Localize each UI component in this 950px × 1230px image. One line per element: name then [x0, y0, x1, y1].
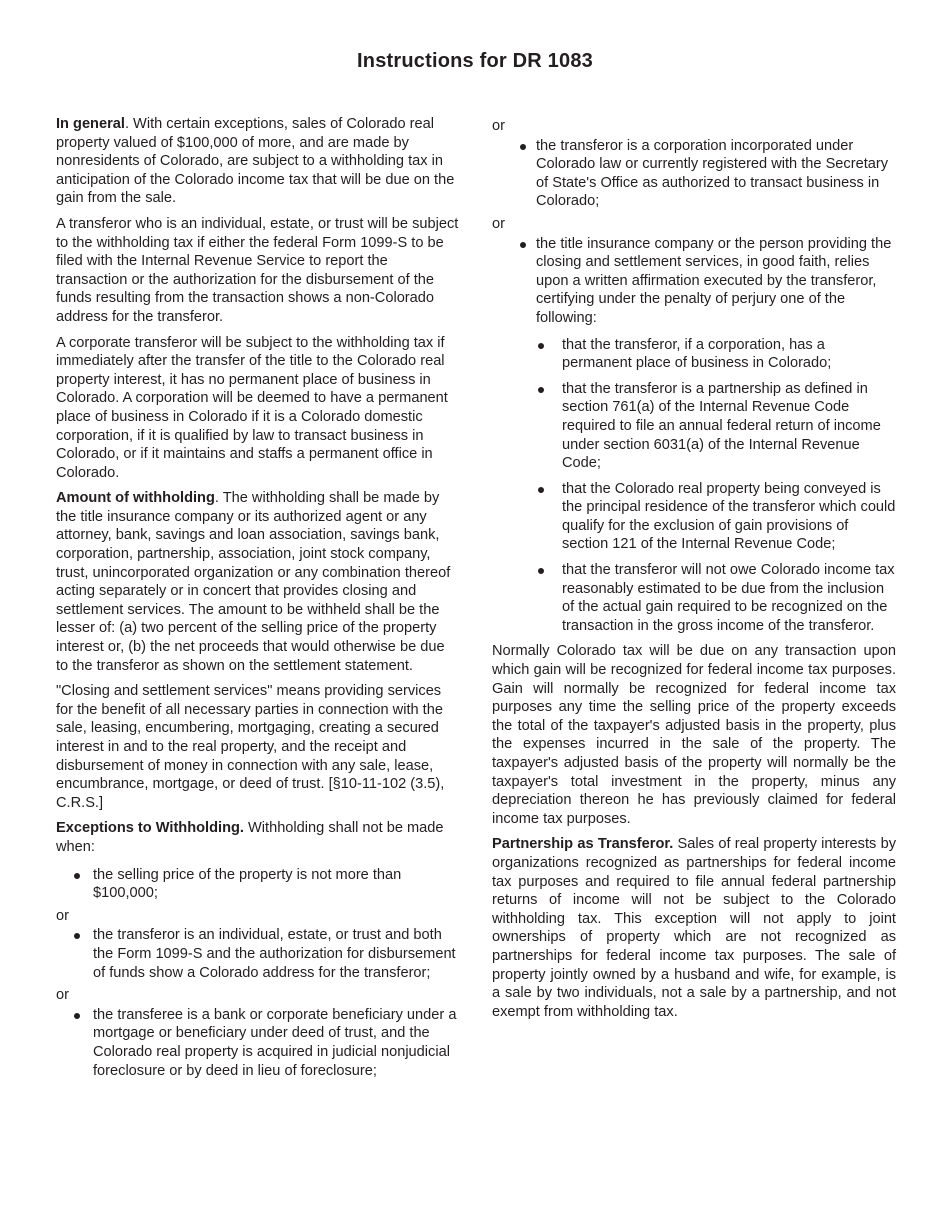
or-separator: or: [492, 118, 505, 134]
bullet-text: the title insurance company or the person providing the closing and settlement services, in good faith, relies upon a written affirmation executed by the transferor, certifying under the penalty of perjury one of the following:: [536, 235, 892, 326]
bullet-icon: [74, 873, 80, 879]
normally-taxable-paragraph: Normally Colorado tax will be due on any transaction upon which gain will be recognized for federal income tax purposes. Gain will normally be recognized for federal income tax purposes any time the selling price of the property exceeds the total of the taxpayer's adjusted basis in the property, plus the expenses incurred in the sale of the property. The taxpayer's adjusted basis of the property will normally be the taxpayer's total investment in the property, minus any depreciation thereon he has previously claimed for federal income tax purposes.: [492, 643, 896, 827]
or-separator: or: [56, 907, 69, 924]
right-column: [492, 117, 896, 1028]
page-title: Instructions for DR 1083: [357, 50, 593, 72]
exception-bullet-affirmation: [492, 235, 896, 328]
individual-transferor-paragraph: A transferor who is an individual, estate, or trust will be subject to the withholding tax if either the federal Form 1099-S to be filed with the Internal Revenue Service to report the transaction or the authorization for the disbursement of the funds resulting from the transaction shows a non-Colorado address for the transferor.: [56, 215, 459, 325]
closing-settlement-paragraph: "Closing and settlement services" means providing services for the benefit of all necessary parties in connection with the sale, leasing, encumbering, mortgaging, creating a secured interest in and to the real property, and the receipt and disbursement of money in connection with any sale, lease, encumbrance, mortgage, or deed of trust. [§10-11-102 (3.5), C.R.S.]: [56, 683, 445, 811]
bullet-icon: [538, 487, 544, 493]
bullet-text: the selling price of the property is not more than $100,000;: [93, 866, 402, 902]
in-general-heading: In general: [56, 116, 125, 132]
exceptions-paragraph: [56, 819, 460, 856]
affirmation-sub-bullet-corporation: [492, 336, 896, 373]
bullet-text: the transferor is a corporation incorporated under Colorado law or currently registered with the Secretary of State's Office as authorized to transact business in Colorado;: [536, 137, 889, 210]
bullet-icon: [520, 144, 526, 150]
partnership-heading: Partnership as Transferor.: [492, 836, 674, 853]
exception-bullet-selling-price: [56, 866, 460, 903]
exception-bullet-individual: [56, 926, 460, 982]
bullet-text: that the transferor is a partnership as defined in section 761(a) of the Internal Revenue Code required to file an annual federal return of income under section 6031(a) of the Internal Revenue Code;: [562, 380, 881, 472]
left-column: [56, 115, 460, 1084]
bullet-icon: [74, 933, 80, 939]
exception-bullet-foreclosure: [56, 1006, 460, 1080]
amount-of-withholding-heading: Amount of withholding: [56, 490, 215, 507]
bullet-text: the transferor is an individual, estate, or trust and both the Form 1099-S and the authorization for disbursement of funds show a Colorado address for the transferor;: [93, 927, 456, 981]
in-general-text: . With certain exceptions, sales of Colorado real property valued of $100,000 of more, and are made by nonresidents of Colorado, are subject to a withholding tax in anticipation of the Colorado income tax that will be due on the gain from the sale.: [56, 116, 455, 207]
affirmation-sub-bullet-partnership: [492, 380, 896, 473]
or-separator: or: [56, 987, 69, 1004]
corporate-transferor-paragraph: A corporate transferor will be subject to the withholding tax if immediately after the transfer of the title to the Colorado real property interest, it has no permanent place of business in Colorado. A corporation will be deemed to have a permanent place of business in Colorado if it is a Colorado domestic corporation, if it is qualified by law to transact business in Colorado, or if it maintains and staffs a permanent office in Colorado.: [56, 334, 448, 481]
partnership-text: Sales of real property interests by organizations recognized as partnerships for federal income tax purposes and required to file annual federal partnership returns of income will not be subject to the Colorado withholding tax. This exception will not apply to joint ownerships of property which are not recognized as partnerships for federal income tax purposes. The sale of property jointly owned by a husband and wife, for example, is a sale by two individuals, not a sale by a partnership, and not exempt from withholding tax.: [492, 836, 896, 1020]
bullet-text: that the transferor, if a corporation, has a permanent place of business in Colorado;: [562, 336, 832, 372]
bullet-icon: [538, 568, 544, 574]
exception-bullet-corporation: [492, 137, 896, 211]
amount-of-withholding-paragraph: [56, 489, 460, 675]
amount-of-withholding-text: . The withholding shall be made by the title insurance company or its authorized agent or any attorney, bank, savings and loan association, savings bank, corporation, partnership, association, joint stock company, trust, unincorporated organization or any combination thereof acting separately or in concert that provides closing and settlement services. The amount to be withheld shall be the lesser of: (a) two percent of the selling price of the property interest or, (b) the net proceeds that would otherwise be due to the transferor as shown on the settlement statement.: [56, 490, 451, 674]
bullet-icon: [538, 387, 544, 393]
bullet-icon: [538, 343, 544, 349]
exceptions-text: Withholding shall not be made when:: [56, 820, 444, 855]
bullet-text: the transferee is a bank or corporate beneficiary under a mortgage or beneficiary under deed of trust, and the Colorado real property is acquired in judicial nonjudicial foreclosure or by deed in lieu of foreclosure;: [93, 1006, 457, 1079]
affirmation-sub-bullet-residence: [492, 480, 896, 554]
bullet-text: that the transferor will not owe Colorado income tax reasonably estimated to be due from the inclusion of the actual gain required to be recognized on the transaction in the gross income of the transferor.: [562, 562, 895, 634]
or-separator: or: [492, 215, 505, 232]
in-general-paragraph: [56, 115, 460, 208]
affirmation-sub-bullet-no-tax: [492, 561, 896, 635]
bullet-icon: [74, 1013, 80, 1019]
partnership-paragraph: [492, 835, 896, 1021]
bullet-icon: [520, 242, 526, 248]
exceptions-heading: Exceptions to Withholding.: [56, 820, 244, 837]
bullet-text: that the Colorado real property being conveyed is the principal residence of the transferor which could qualify for the exclusion of gain provisions of section 121 of the Internal Revenue Code;: [562, 480, 896, 553]
